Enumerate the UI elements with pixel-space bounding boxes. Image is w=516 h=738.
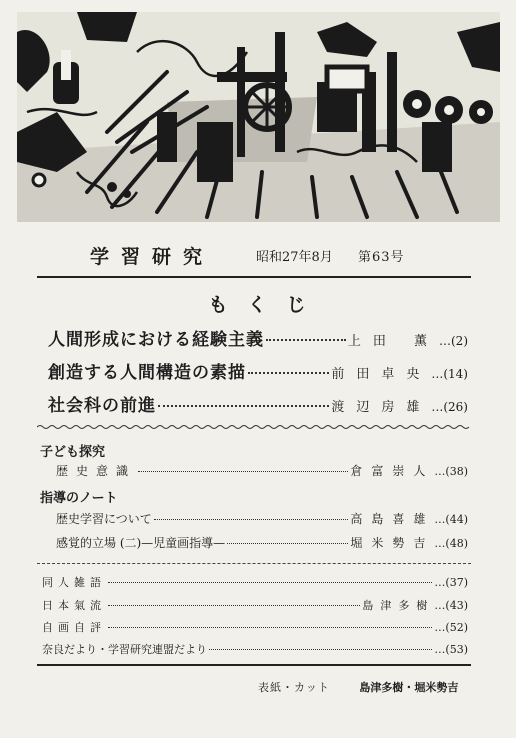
entry-title: 感覚的立場 (二)—児童画指導— [56, 536, 226, 550]
entry-page: …(44) [434, 513, 468, 526]
toc-main-entry[interactable] [48, 358, 468, 384]
magazine-title: 学習研究 [90, 246, 215, 268]
toc-main-entry[interactable] [48, 391, 468, 417]
entry-page: …(2) [439, 334, 468, 348]
toc-sub-entry[interactable] [56, 462, 468, 482]
leader-dots [158, 405, 329, 407]
entry-page: …(52) [434, 621, 468, 634]
leader-dots [266, 339, 346, 341]
entry-page: …(14) [431, 367, 468, 381]
entry-page: …(48) [434, 537, 468, 550]
entry-author: 渡辺房雄 [331, 400, 432, 415]
toc-heading: もくじ [208, 294, 326, 316]
entry-author: 倉富崇人 [350, 464, 435, 478]
leader-dots [209, 649, 432, 650]
credits [258, 679, 458, 695]
entry-title: 自画自評 [42, 621, 106, 634]
entry-title: 社会科の前進 [48, 396, 156, 416]
dashed-divider [37, 563, 471, 564]
entry-author: 島津多樹 [362, 599, 435, 612]
leader-dots [108, 582, 432, 583]
leader-dots [138, 471, 348, 472]
leader-dots [248, 372, 329, 374]
entry-title: 同人雑語 [42, 576, 106, 589]
credits-label: 表紙・カット [258, 681, 330, 694]
entry-page: …(38) [434, 465, 468, 478]
section-heading: 指導のノート [40, 491, 118, 506]
toc-sub-entry[interactable] [56, 510, 468, 530]
section-heading: 子ども探究 [40, 445, 106, 460]
leader-dots [108, 605, 360, 606]
entry-author: 上田 薫 [347, 334, 439, 349]
entry-author: 前田卓央 [331, 367, 432, 382]
leader-dots [227, 543, 348, 544]
entry-title: 歴史学習について [56, 512, 152, 526]
leader-dots [108, 627, 432, 628]
entry-author: 堀米勢吉 [350, 536, 435, 550]
entry-title: 日本氣流 [42, 599, 106, 612]
entry-page: …(37) [434, 576, 468, 589]
cover-illustration [17, 12, 500, 222]
entry-title: 人間形成における経験主義 [48, 330, 264, 350]
credits-names: 島津多樹・堀米勢吉 [359, 681, 459, 694]
entry-title: 奈良だより・学習研究連盟だより [42, 643, 207, 656]
toc-main-entry[interactable] [48, 325, 468, 351]
masthead [0, 242, 516, 268]
issue-number: 第63号 [358, 250, 405, 265]
entry-author: 高島喜雄 [350, 512, 435, 526]
toc-misc-entry[interactable] [42, 641, 468, 659]
toc-sub-entry[interactable] [56, 534, 468, 554]
toc-misc-entry[interactable] [42, 619, 468, 637]
entry-title: 創造する人間構造の素描 [48, 363, 246, 383]
bottom-rule [37, 664, 471, 666]
toc-misc-entry[interactable] [42, 574, 468, 592]
toc-misc-entry[interactable] [42, 597, 468, 615]
issue-date: 昭和27年8月 [256, 250, 333, 265]
entry-page: …(26) [431, 400, 468, 414]
entry-title: 歴史意識 [56, 464, 137, 478]
entry-page: …(53) [434, 643, 468, 656]
wavy-divider [37, 424, 471, 430]
leader-dots [154, 519, 349, 520]
entry-page: …(43) [434, 599, 468, 612]
top-rule [37, 276, 471, 278]
